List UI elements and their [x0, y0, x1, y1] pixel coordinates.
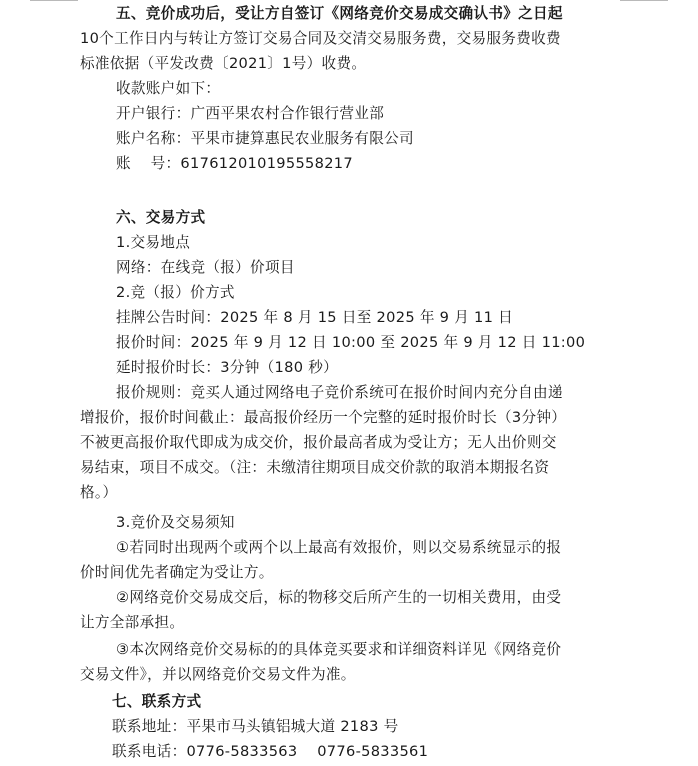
bid-rules-line2: 增报价，报价时间截止：最高报价经历一个完整的延时报价时长（3分钟）	[80, 409, 567, 426]
section5-line1: 五、竞价成功后，受让方自签订《网络竞价交易成交确认书》之日起	[116, 5, 563, 22]
bid-time-line: 报价时间：2025 年 9 月 12 日 10:00 至 2025 年 9 月 12 日 11:00	[116, 334, 586, 351]
note2-line1: ②网络竞价交易成交后，标的物移交后所产生的一切相关费用，由受	[116, 589, 562, 606]
page-top-rule-left	[30, 0, 78, 1]
note1-line2: 价时间优先者确定为受让方。	[80, 564, 274, 581]
note2-line2: 让方全部承担。	[80, 614, 185, 631]
section5-line3: 标准依据（平发改费〔2021〕1号）收费。	[80, 55, 367, 72]
contact-phone-line: 联系电话：0776-5833563 0776-5833561	[112, 743, 429, 760]
bank-line: 开户银行：广西平果农村合作银行营业部	[116, 105, 385, 122]
page-top-rule-right	[620, 0, 668, 1]
network-line: 网络：在线竞（报）价项目	[116, 259, 295, 276]
bid-rules-line4: 易结束，项目不成交。（注：未缴清往期项目成交价款的取消本期报名资	[80, 459, 550, 476]
account-name-line: 账户名称：平果市捷算惠民农业服务有限公司	[116, 130, 414, 147]
trade-location-subheading: 1.交易地点	[116, 234, 191, 251]
listing-time-line: 挂牌公告时间：2025 年 8 月 15 日至 2025 年 9 月 11 日	[116, 309, 514, 326]
bid-rules-line5: 格。）	[80, 484, 118, 501]
bid-rules-line1: 报价规则：竞买人通过网络电子竞价系统可在报价时间内充分自由递	[116, 384, 563, 401]
account-number-line: 账 号：617612010195558217	[116, 155, 353, 172]
section6-heading: 六、交易方式	[116, 209, 206, 226]
note1-line1: ①若同时出现两个或两个以上最高有效报价，则以交易系统显示的报	[116, 539, 562, 556]
account-heading: 收款账户如下：	[116, 80, 221, 97]
note3-line1: ③本次网络竞价交易标的的具体竞买要求和详细资料详见《网络竞价	[116, 641, 562, 658]
note3-line2: 交易文件》，并以网络竞价交易文件为准。	[80, 666, 356, 683]
section5-line2: 10个工作日内与转让方签订交易合同及交清交易服务费，交易服务费收费	[80, 30, 561, 47]
contact-address-line: 联系地址：平果市马头镇铝城大道 2183 号	[112, 718, 399, 735]
bid-notes-subheading: 3.竞价及交易须知	[116, 514, 235, 531]
bid-rules-line3: 不被更高报价取代即成为成交价，报价最高者成为受让方；无人出价则交	[80, 434, 557, 451]
bid-method-subheading: 2.竞（报）价方式	[116, 284, 235, 301]
section7-heading: 七、联系方式	[112, 693, 202, 710]
extension-time-line: 延时报价时长：3分钟（180 秒）	[116, 359, 339, 376]
